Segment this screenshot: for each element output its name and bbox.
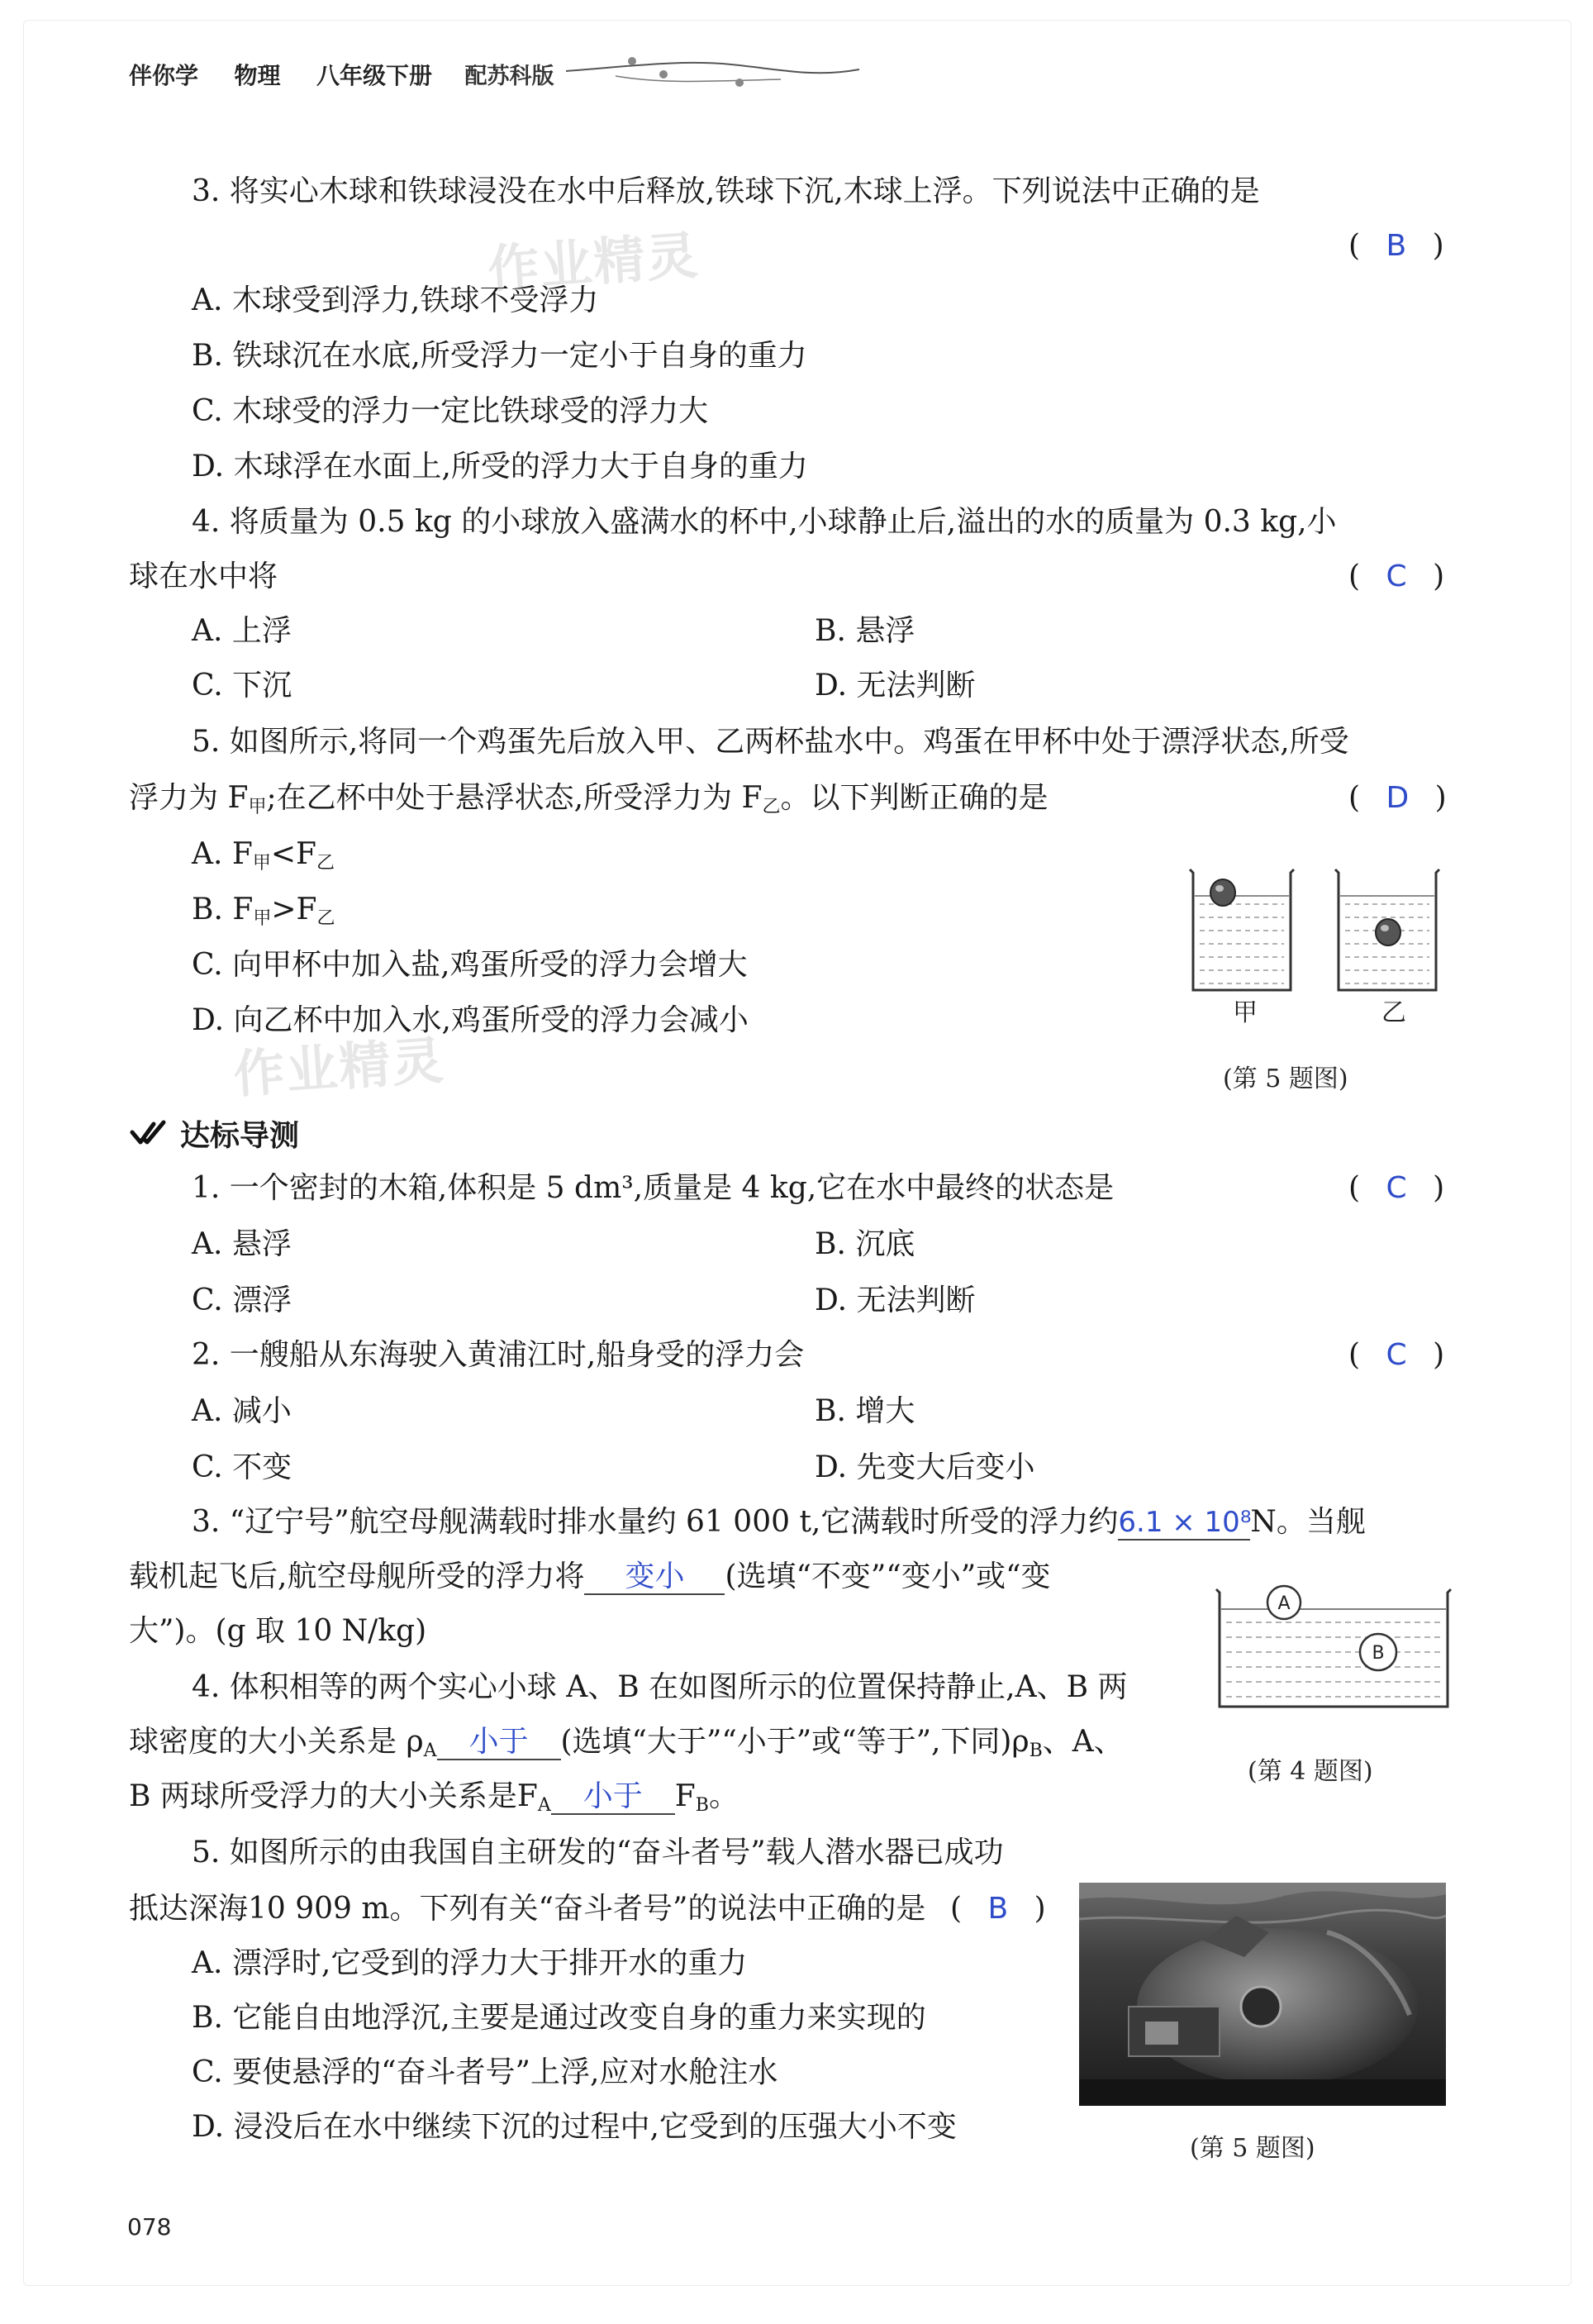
- q5-option-a: [192, 836, 335, 882]
- s4-fill-density: 小于: [437, 1726, 561, 1760]
- q5-opt-a-f: A. F: [192, 837, 253, 871]
- s4-line2-text: 球密度的大小关系是 ρ: [129, 1725, 424, 1759]
- s2-answer-bracket: ( C ): [1348, 1338, 1445, 1372]
- q4-answer-bracket: ( C ): [1348, 560, 1445, 593]
- s4-sub-a: A: [423, 1741, 437, 1761]
- q4-option-a: A. 上浮: [192, 614, 292, 648]
- s1-option-d: D. 无法判断: [815, 1283, 976, 1317]
- q5-opt-a-sub1: 甲: [252, 853, 271, 874]
- s4-line3: [129, 1779, 739, 1824]
- q5-stem-line2: [129, 780, 1048, 826]
- q3-option-d: D. 木球浮在水面上,所受的浮力大于自身的重力: [192, 450, 808, 483]
- s2-answer: C: [1386, 1338, 1407, 1372]
- s1-answer: C: [1386, 1171, 1407, 1205]
- header-series: 伴你学: [129, 62, 199, 89]
- s4-line2: [129, 1724, 1124, 1769]
- s2-option-b: B. 增大: [815, 1394, 915, 1428]
- q4-answer: C: [1386, 560, 1407, 593]
- s4-figure-caption: (第 4 题图): [1248, 1757, 1373, 1786]
- s3-fill-buoyancy: 6.1 × 10⁸: [1118, 1506, 1252, 1539]
- section-title: 达标导测: [180, 1119, 300, 1153]
- q5-opt-b-sub1: 甲: [253, 908, 272, 929]
- s1-stem: 1. 一个密封的木箱,体积是 5 dm³,质量是 4 kg,它在水中最终的状态是: [192, 1171, 1115, 1205]
- q5-sub-yi: 乙: [762, 797, 781, 817]
- header-grade: 八年级下册: [316, 62, 433, 89]
- watermark-top: 作业精灵: [486, 225, 701, 300]
- s5-option-a: A. 漂浮时,它受到的浮力大于排开水的重力: [192, 1946, 748, 1980]
- s4-sub-a2: A: [537, 1795, 551, 1816]
- q5-opt-b-f: B. F: [192, 893, 254, 926]
- q5-opt-a-sub2: 乙: [316, 853, 335, 874]
- s4-sub-b2: B: [695, 1795, 709, 1816]
- beaker-label-yi: 乙: [1381, 998, 1406, 1027]
- s3-line3: 大”)。(g 取 10 N/kg): [129, 1614, 427, 1648]
- s2-option-c: C. 不变: [192, 1450, 292, 1484]
- q3-option-a: A. 木球受到浮力,铁球不受浮力: [192, 283, 599, 317]
- header-decoration: [566, 51, 863, 93]
- s4-figure: [1213, 1583, 1454, 1715]
- q3-option-c: C. 木球受的浮力一定比铁球受的浮力大: [192, 394, 709, 428]
- q5-answer-bracket: ( D ): [1348, 781, 1447, 815]
- book-header: [129, 58, 554, 91]
- q4-option-c: C. 下沉: [192, 669, 292, 702]
- s1-answer-bracket: ( C ): [1348, 1171, 1445, 1205]
- q5-opt-a-mid: <F: [270, 837, 317, 871]
- q5-option-d: D. 向乙杯中加入水,鸡蛋所受的浮力会减小: [192, 1003, 749, 1037]
- q4-stem-line1: 4. 将质量为 0.5 kg 的小球放入盛满水的杯中,小球静止后,溢出的水的质量为 0.3 kg,小: [192, 505, 1337, 539]
- s3-line1-text: 3. “辽宁号”航空母舰满载时排水量约 61 000 t,它满载时所受的浮力约: [192, 1505, 1119, 1539]
- s5-answer: B: [987, 1892, 1009, 1926]
- s4-fill-buoyancy: 小于: [551, 1780, 675, 1815]
- watermark-middle: 作业精灵: [231, 1030, 447, 1105]
- q5-stem-line1: 5. 如图所示,将同一个鸡蛋先后放入甲、乙两杯盐水中。鸡蛋在甲杯中处于漂浮状态,所受: [192, 725, 1349, 759]
- s4-sub-b: B: [1029, 1741, 1043, 1761]
- q5-sub-jia: 甲: [248, 797, 267, 817]
- q3-option-b: B. 铁球沉在水底,所受浮力一定小于自身的重力: [192, 339, 807, 373]
- s3-line2: [129, 1559, 1051, 1595]
- s5-answer-bracket: ( B ): [950, 1892, 1046, 1926]
- s1-option-b: B. 沉底: [815, 1227, 915, 1261]
- q5-opt-b-sub2: 乙: [316, 908, 335, 929]
- q3-answer-bracket: ( B ): [1348, 229, 1444, 263]
- q4-option-b: B. 悬浮: [815, 614, 915, 648]
- q4-stem-line2: 球在水中将: [129, 560, 278, 593]
- q4-option-d: D. 无法判断: [815, 669, 976, 702]
- s1-option-c: C. 漂浮: [192, 1283, 292, 1317]
- s4-line1: 4. 体积相等的两个实心小球 A、B 在如图所示的位置保持静止,A、B 两: [192, 1670, 1128, 1704]
- q5-option-b: [192, 892, 335, 937]
- beaker-yi: [1335, 869, 1439, 990]
- s3-line2-tail: (选填“不变”“变小”或“变: [725, 1560, 1051, 1593]
- q5-stem-part-a: 浮力为 F: [129, 781, 249, 815]
- s3-fill-change: 变小: [584, 1560, 725, 1595]
- s5-option-d: D. 浸没后在水中继续下沉的过程中,它受到的压强大小不变: [192, 2110, 957, 2144]
- s2-option-d: D. 先变大后变小: [815, 1450, 1035, 1484]
- beaker-label-jia: 甲: [1233, 998, 1258, 1027]
- q5-beakers-figure: [1182, 860, 1454, 1025]
- q5-stem-part-c: 。以下判断正确的是: [780, 781, 1049, 815]
- s3-line1: [192, 1504, 1366, 1541]
- s5-figure-caption: (第 5 题图): [1190, 2134, 1315, 2163]
- submersible-photo: [1079, 1883, 1446, 2106]
- q3-answer: B: [1386, 229, 1407, 263]
- s4-line2-tail: 、A、: [1042, 1725, 1124, 1759]
- q5-stem-part-b: ;在乙杯中处于悬浮状态,所受浮力为 F: [266, 781, 763, 815]
- header-edition: 配苏科版: [464, 64, 554, 89]
- s5-option-b: B. 它能自由地浮沉,主要是通过改变自身的重力来实现的: [192, 2001, 926, 2035]
- s5-option-c: C. 要使悬浮的“奋斗者号”上浮,应对水舱注水: [192, 2055, 778, 2089]
- q3-stem: 3. 将实心木球和铁球浸没在水中后释放,铁球下沉,木球上浮。下列说法中正确的是: [192, 174, 1260, 208]
- s4-line3-tail: 。: [708, 1779, 739, 1813]
- s5-line1: 5. 如图所示的由我国自主研发的“奋斗者号”载人潜水器已成功: [192, 1836, 1004, 1869]
- s2-option-a: A. 减小: [192, 1394, 292, 1428]
- beaker-jia: [1190, 869, 1294, 990]
- s3-line2-text: 载机起飞后,航空母舰所受的浮力将: [129, 1560, 585, 1593]
- q5-option-c: C. 向甲杯中加入盐,鸡蛋所受的浮力会增大: [192, 948, 748, 982]
- q5-opt-b-mid: >F: [271, 893, 317, 926]
- s4-line2-mid: (选填“大于”“小于”或“等于”,下同)ρ: [560, 1725, 1030, 1759]
- q5-answer: D: [1386, 781, 1410, 815]
- s5-line2: 抵达深海10 909 m。下列有关“奋斗者号”的说法中正确的是: [129, 1892, 926, 1926]
- page-number: 078: [127, 2213, 172, 2241]
- double-check-icon: [129, 1117, 170, 1150]
- header-subject: 物理: [234, 62, 281, 89]
- q5-figure-caption: (第 5 题图): [1223, 1064, 1348, 1093]
- ball-a-label: A: [1277, 1593, 1291, 1614]
- s1-option-a: A. 悬浮: [192, 1227, 292, 1261]
- s3-line1-tail: N。当舰: [1250, 1505, 1366, 1539]
- s4-line3-text: B 两球所受浮力的大小关系是F: [129, 1779, 538, 1813]
- ball-b-label: B: [1372, 1643, 1385, 1664]
- s4-line3-f: F: [674, 1779, 696, 1813]
- s2-stem: 2. 一艘船从东海驶入黄浦江时,船身受的浮力会: [192, 1338, 805, 1372]
